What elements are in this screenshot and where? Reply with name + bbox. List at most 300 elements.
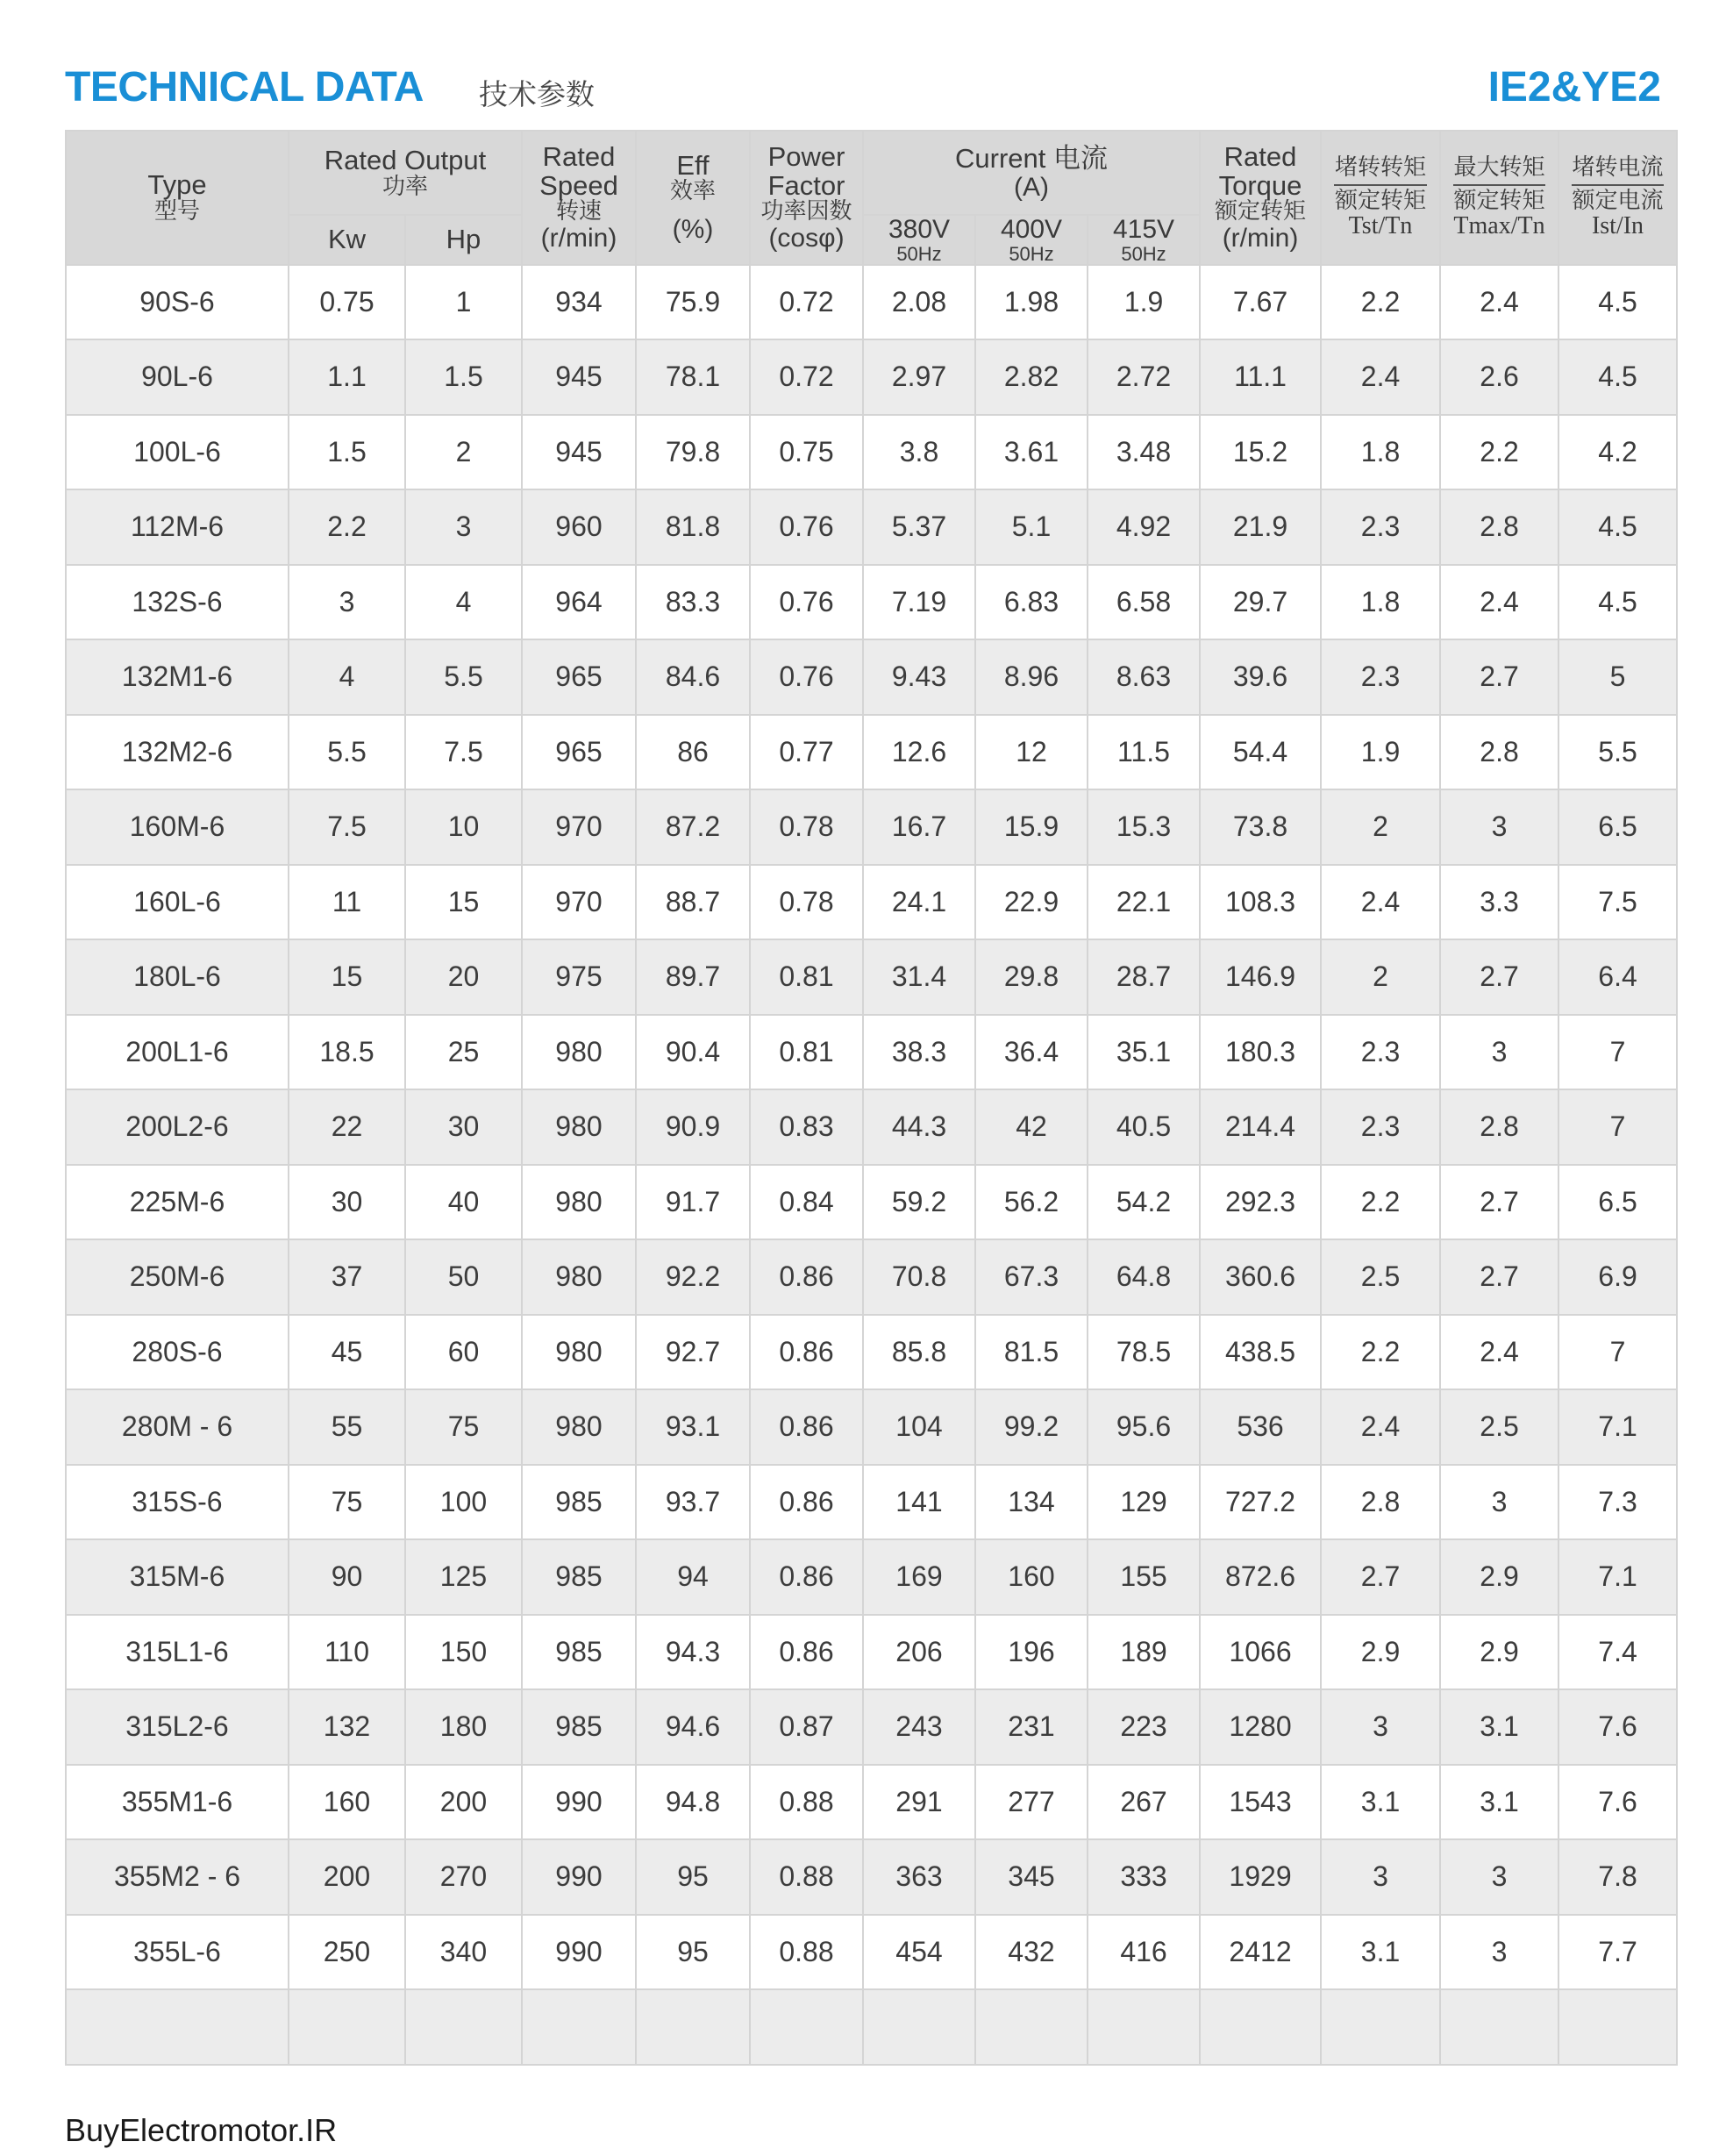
cell-type: 315M-6 bbox=[66, 1539, 289, 1615]
cell-current-415v: 78.5 bbox=[1088, 1315, 1200, 1390]
cell-current-415v: 40.5 bbox=[1088, 1089, 1200, 1165]
cell-type: 112M-6 bbox=[66, 489, 289, 565]
cell-current-380v: 104 bbox=[863, 1389, 975, 1465]
cell-rated-speed: 980 bbox=[522, 1015, 636, 1090]
cell-kw: 45 bbox=[289, 1315, 405, 1390]
cell-rated-torque: 29.7 bbox=[1200, 565, 1321, 640]
cell-rated-speed: 985 bbox=[522, 1615, 636, 1690]
cell-tmax-tn: 3.1 bbox=[1440, 1689, 1558, 1765]
col-rated-speed-label-1: Rated bbox=[542, 141, 616, 173]
cell-current-380v: 2.08 bbox=[863, 265, 975, 340]
cell-ist-in: 4.5 bbox=[1558, 565, 1677, 640]
col-eff-unit: (%) bbox=[672, 215, 714, 245]
cell-hp: 125 bbox=[405, 1539, 522, 1615]
cell-type: 132M1-6 bbox=[66, 639, 289, 715]
cell-kw: 200 bbox=[289, 1839, 405, 1915]
cell-kw: 30 bbox=[289, 1165, 405, 1240]
cell-current-380v: 85.8 bbox=[863, 1315, 975, 1390]
cell-rated-speed: 985 bbox=[522, 1689, 636, 1765]
technical-data-table bbox=[65, 130, 1678, 2066]
table-row bbox=[66, 1689, 1677, 1765]
cell-type: 280M - 6 bbox=[66, 1389, 289, 1465]
cell-hp: 270 bbox=[405, 1839, 522, 1915]
cell-rated-torque: 360.6 bbox=[1200, 1239, 1321, 1315]
cell-empty bbox=[405, 1989, 522, 2065]
cell-current-415v: 8.63 bbox=[1088, 639, 1200, 715]
cell-rated-torque: 727.2 bbox=[1200, 1465, 1321, 1540]
cell-rated-torque: 108.3 bbox=[1200, 865, 1321, 940]
col-kw bbox=[289, 215, 405, 265]
cell-hp: 100 bbox=[405, 1465, 522, 1540]
cell-tst-tn: 2.8 bbox=[1321, 1465, 1440, 1540]
cell-tst-tn: 2.3 bbox=[1321, 1015, 1440, 1090]
cell-eff: 87.2 bbox=[636, 789, 750, 865]
cell-current-380v: 24.1 bbox=[863, 865, 975, 940]
cell-hp: 1.5 bbox=[405, 339, 522, 415]
col-415v-hz: 50Hz bbox=[1121, 242, 1166, 265]
cell-ist-in: 7.6 bbox=[1558, 1689, 1677, 1765]
cell-power-factor: 0.86 bbox=[750, 1315, 863, 1390]
cell-rated-speed: 975 bbox=[522, 939, 636, 1015]
cell-current-380v: 206 bbox=[863, 1615, 975, 1690]
cell-power-factor: 0.86 bbox=[750, 1465, 863, 1540]
cell-tst-tn: 3.1 bbox=[1321, 1915, 1440, 1990]
cell-tmax-tn: 2.7 bbox=[1440, 1239, 1558, 1315]
cell-rated-torque: 54.4 bbox=[1200, 715, 1321, 790]
table-row bbox=[66, 1015, 1677, 1090]
cell-type: 355M2 - 6 bbox=[66, 1839, 289, 1915]
cell-hp: 50 bbox=[405, 1239, 522, 1315]
cell-kw: 18.5 bbox=[289, 1015, 405, 1090]
cell-tmax-tn: 2.8 bbox=[1440, 1089, 1558, 1165]
cell-tst-tn: 2.5 bbox=[1321, 1239, 1440, 1315]
cell-hp: 20 bbox=[405, 939, 522, 1015]
cell-tst-tn: 1.8 bbox=[1321, 565, 1440, 640]
col-eff-label: Eff bbox=[676, 149, 710, 181]
cell-power-factor: 0.72 bbox=[750, 265, 863, 340]
cell-hp: 10 bbox=[405, 789, 522, 865]
cell-kw: 110 bbox=[289, 1615, 405, 1690]
cell-rated-speed: 965 bbox=[522, 715, 636, 790]
cell-rated-torque: 1066 bbox=[1200, 1615, 1321, 1690]
cell-rated-speed: 970 bbox=[522, 789, 636, 865]
col-tst-label-bot: 额定转矩 bbox=[1334, 184, 1427, 213]
cell-current-380v: 12.6 bbox=[863, 715, 975, 790]
cell-current-415v: 28.7 bbox=[1088, 939, 1200, 1015]
col-eff bbox=[636, 131, 750, 265]
cell-kw: 2.2 bbox=[289, 489, 405, 565]
cell-eff: 88.7 bbox=[636, 865, 750, 940]
col-rated-output-label: Rated Output bbox=[324, 145, 487, 176]
cell-tst-tn: 2.4 bbox=[1321, 1389, 1440, 1465]
cell-current-380v: 5.37 bbox=[863, 489, 975, 565]
cell-current-415v: 6.58 bbox=[1088, 565, 1200, 640]
cell-eff: 94.3 bbox=[636, 1615, 750, 1690]
cell-eff: 92.7 bbox=[636, 1315, 750, 1390]
cell-hp: 7.5 bbox=[405, 715, 522, 790]
cell-current-400v: 6.83 bbox=[975, 565, 1088, 640]
cell-ist-in: 7 bbox=[1558, 1315, 1677, 1390]
cell-current-380v: 59.2 bbox=[863, 1165, 975, 1240]
cell-power-factor: 0.84 bbox=[750, 1165, 863, 1240]
col-type-label-cn: 型号 bbox=[153, 197, 200, 225]
cell-eff: 95 bbox=[636, 1839, 750, 1915]
cell-current-400v: 1.98 bbox=[975, 265, 1088, 340]
col-hp bbox=[405, 215, 522, 265]
cell-eff: 93.1 bbox=[636, 1389, 750, 1465]
cell-tmax-tn: 3 bbox=[1440, 1015, 1558, 1090]
cell-current-380v: 9.43 bbox=[863, 639, 975, 715]
cell-power-factor: 0.76 bbox=[750, 489, 863, 565]
cell-tst-tn: 3.1 bbox=[1321, 1765, 1440, 1840]
cell-type: 160L-6 bbox=[66, 865, 289, 940]
series-code: IE2&YE2 bbox=[1487, 64, 1661, 111]
cell-current-415v: 11.5 bbox=[1088, 715, 1200, 790]
cell-power-factor: 0.83 bbox=[750, 1089, 863, 1165]
col-tmax-ratio: Tmax/Tn bbox=[1453, 211, 1545, 239]
cell-power-factor: 0.88 bbox=[750, 1915, 863, 1990]
col-rated-speed bbox=[522, 131, 636, 265]
table-row bbox=[66, 939, 1677, 1015]
cell-kw: 1.5 bbox=[289, 415, 405, 490]
col-tst-label-top: 堵转转矩 bbox=[1335, 154, 1427, 182]
cell-current-380v: 141 bbox=[863, 1465, 975, 1540]
cell-ist-in: 4.5 bbox=[1558, 489, 1677, 565]
cell-eff: 84.6 bbox=[636, 639, 750, 715]
cell-current-415v: 2.72 bbox=[1088, 339, 1200, 415]
cell-rated-speed: 980 bbox=[522, 1165, 636, 1240]
table-row bbox=[66, 415, 1677, 490]
cell-rated-torque: 2412 bbox=[1200, 1915, 1321, 1990]
cell-hp: 30 bbox=[405, 1089, 522, 1165]
cell-hp: 40 bbox=[405, 1165, 522, 1240]
col-ist-label-top: 堵转电流 bbox=[1572, 154, 1664, 182]
cell-hp: 2 bbox=[405, 415, 522, 490]
cell-power-factor: 0.88 bbox=[750, 1765, 863, 1840]
cell-empty bbox=[1088, 1989, 1200, 2065]
cell-current-415v: 223 bbox=[1088, 1689, 1200, 1765]
cell-type: 315L2-6 bbox=[66, 1689, 289, 1765]
cell-type: 132M2-6 bbox=[66, 715, 289, 790]
cell-rated-speed: 964 bbox=[522, 565, 636, 640]
cell-empty bbox=[863, 1989, 975, 2065]
cell-kw: 15 bbox=[289, 939, 405, 1015]
cell-power-factor: 0.75 bbox=[750, 415, 863, 490]
table-row bbox=[66, 565, 1677, 640]
cell-rated-torque: 214.4 bbox=[1200, 1089, 1321, 1165]
cell-rated-speed: 980 bbox=[522, 1315, 636, 1390]
cell-kw: 4 bbox=[289, 639, 405, 715]
cell-hp: 60 bbox=[405, 1315, 522, 1390]
cell-eff: 75.9 bbox=[636, 265, 750, 340]
col-current-415v bbox=[1088, 215, 1200, 265]
cell-current-380v: 243 bbox=[863, 1689, 975, 1765]
cell-current-415v: 3.48 bbox=[1088, 415, 1200, 490]
cell-current-400v: 160 bbox=[975, 1539, 1088, 1615]
table-row bbox=[66, 1239, 1677, 1315]
cell-tmax-tn: 3 bbox=[1440, 1465, 1558, 1540]
table-row bbox=[66, 639, 1677, 715]
cell-hp: 180 bbox=[405, 1689, 522, 1765]
cell-current-400v: 15.9 bbox=[975, 789, 1088, 865]
cell-eff: 89.7 bbox=[636, 939, 750, 1015]
cell-tst-tn: 2.2 bbox=[1321, 1315, 1440, 1390]
cell-tmax-tn: 3 bbox=[1440, 1915, 1558, 1990]
cell-current-380v: 7.19 bbox=[863, 565, 975, 640]
cell-tmax-tn: 3 bbox=[1440, 1839, 1558, 1915]
cell-current-400v: 99.2 bbox=[975, 1389, 1088, 1465]
cell-tmax-tn: 2.7 bbox=[1440, 1165, 1558, 1240]
col-400v-hz: 50Hz bbox=[1009, 242, 1054, 265]
cell-ist-in: 7 bbox=[1558, 1089, 1677, 1165]
table-row bbox=[66, 1615, 1677, 1690]
cell-current-415v: 1.9 bbox=[1088, 265, 1200, 340]
cell-type: 315L1-6 bbox=[66, 1615, 289, 1690]
cell-tmax-tn: 3 bbox=[1440, 789, 1558, 865]
cell-current-380v: 44.3 bbox=[863, 1089, 975, 1165]
cell-current-400v: 5.1 bbox=[975, 489, 1088, 565]
cell-tst-tn: 2.2 bbox=[1321, 265, 1440, 340]
cell-eff: 90.9 bbox=[636, 1089, 750, 1165]
cell-tst-tn: 1.9 bbox=[1321, 715, 1440, 790]
cell-ist-in: 7.7 bbox=[1558, 1915, 1677, 1990]
cell-type: 160M-6 bbox=[66, 789, 289, 865]
cell-kw: 55 bbox=[289, 1389, 405, 1465]
cell-rated-torque: 1543 bbox=[1200, 1765, 1321, 1840]
cell-current-415v: 129 bbox=[1088, 1465, 1200, 1540]
cell-eff: 81.8 bbox=[636, 489, 750, 565]
cell-tmax-tn: 2.4 bbox=[1440, 1315, 1558, 1390]
cell-kw: 160 bbox=[289, 1765, 405, 1840]
cell-rated-speed: 990 bbox=[522, 1915, 636, 1990]
cell-rated-speed: 945 bbox=[522, 415, 636, 490]
col-tst-tn bbox=[1321, 131, 1440, 265]
cell-hp: 4 bbox=[405, 565, 522, 640]
cell-tst-tn: 2.4 bbox=[1321, 339, 1440, 415]
cell-hp: 3 bbox=[405, 489, 522, 565]
cell-current-400v: 36.4 bbox=[975, 1015, 1088, 1090]
cell-kw: 1.1 bbox=[289, 339, 405, 415]
table-row bbox=[66, 1539, 1677, 1615]
cell-eff: 93.7 bbox=[636, 1465, 750, 1540]
cell-tmax-tn: 3.1 bbox=[1440, 1765, 1558, 1840]
table-row-empty bbox=[66, 1989, 1677, 2065]
cell-current-380v: 454 bbox=[863, 1915, 975, 1990]
cell-rated-speed: 970 bbox=[522, 865, 636, 940]
cell-type: 90L-6 bbox=[66, 339, 289, 415]
cell-tmax-tn: 2.5 bbox=[1440, 1389, 1558, 1465]
cell-ist-in: 6.9 bbox=[1558, 1239, 1677, 1315]
cell-empty bbox=[750, 1989, 863, 2065]
cell-power-factor: 0.78 bbox=[750, 789, 863, 865]
cell-power-factor: 0.86 bbox=[750, 1239, 863, 1315]
cell-ist-in: 7 bbox=[1558, 1015, 1677, 1090]
cell-current-400v: 231 bbox=[975, 1689, 1088, 1765]
cell-eff: 90.4 bbox=[636, 1015, 750, 1090]
cell-empty bbox=[975, 1989, 1088, 2065]
col-rated-speed-unit: (r/min) bbox=[540, 223, 617, 253]
cell-current-400v: 81.5 bbox=[975, 1315, 1088, 1390]
cell-rated-torque: 292.3 bbox=[1200, 1165, 1321, 1240]
col-power-factor bbox=[750, 131, 863, 265]
cell-kw: 75 bbox=[289, 1465, 405, 1540]
col-ist-in bbox=[1558, 131, 1677, 265]
cell-tmax-tn: 2.8 bbox=[1440, 489, 1558, 565]
cell-tst-tn: 2 bbox=[1321, 939, 1440, 1015]
cell-hp: 150 bbox=[405, 1615, 522, 1690]
cell-eff: 91.7 bbox=[636, 1165, 750, 1240]
cell-rated-speed: 985 bbox=[522, 1539, 636, 1615]
cell-rated-speed: 990 bbox=[522, 1765, 636, 1840]
cell-ist-in: 7.4 bbox=[1558, 1615, 1677, 1690]
cell-tmax-tn: 2.7 bbox=[1440, 939, 1558, 1015]
cell-ist-in: 4.5 bbox=[1558, 339, 1677, 415]
cell-type: 250M-6 bbox=[66, 1239, 289, 1315]
cell-type: 100L-6 bbox=[66, 415, 289, 490]
cell-tmax-tn: 2.4 bbox=[1440, 565, 1558, 640]
cell-current-380v: 169 bbox=[863, 1539, 975, 1615]
cell-eff: 94 bbox=[636, 1539, 750, 1615]
col-pf-label-2: Factor bbox=[767, 169, 845, 201]
col-tst-ratio: Tst/Tn bbox=[1348, 211, 1413, 239]
footer-website: BuyElectromotor.IR bbox=[65, 2112, 338, 2148]
cell-tst-tn: 3 bbox=[1321, 1839, 1440, 1915]
cell-current-415v: 333 bbox=[1088, 1839, 1200, 1915]
cell-kw: 7.5 bbox=[289, 789, 405, 865]
table-row bbox=[66, 265, 1677, 340]
cell-current-400v: 277 bbox=[975, 1765, 1088, 1840]
cell-ist-in: 7.6 bbox=[1558, 1765, 1677, 1840]
cell-current-415v: 155 bbox=[1088, 1539, 1200, 1615]
cell-rated-speed: 980 bbox=[522, 1389, 636, 1465]
cell-power-factor: 0.76 bbox=[750, 639, 863, 715]
cell-empty bbox=[1321, 1989, 1440, 2065]
table-row bbox=[66, 1089, 1677, 1165]
cell-power-factor: 0.86 bbox=[750, 1615, 863, 1690]
cell-power-factor: 0.81 bbox=[750, 939, 863, 1015]
cell-empty bbox=[1558, 1989, 1677, 2065]
cell-tmax-tn: 2.9 bbox=[1440, 1539, 1558, 1615]
cell-eff: 95 bbox=[636, 1915, 750, 1990]
col-tmax-label-bot: 额定转矩 bbox=[1453, 184, 1545, 213]
col-hp-label: Hp bbox=[446, 224, 481, 255]
cell-current-400v: 22.9 bbox=[975, 865, 1088, 940]
cell-hp: 5.5 bbox=[405, 639, 522, 715]
col-400v-label: 400V bbox=[1000, 215, 1063, 244]
cell-current-415v: 95.6 bbox=[1088, 1389, 1200, 1465]
cell-current-400v: 67.3 bbox=[975, 1239, 1088, 1315]
cell-current-400v: 432 bbox=[975, 1915, 1088, 1990]
cell-power-factor: 0.86 bbox=[750, 1389, 863, 1465]
cell-power-factor: 0.77 bbox=[750, 715, 863, 790]
table-row bbox=[66, 1915, 1677, 1990]
cell-rated-torque: 146.9 bbox=[1200, 939, 1321, 1015]
col-eff-label-cn: 效率 bbox=[669, 178, 716, 205]
cell-rated-torque: 536 bbox=[1200, 1389, 1321, 1465]
col-current-label: Current 电流 bbox=[955, 142, 1108, 174]
cell-tmax-tn: 2.6 bbox=[1440, 339, 1558, 415]
col-rated-torque bbox=[1200, 131, 1321, 265]
cell-type: 315S-6 bbox=[66, 1465, 289, 1540]
cell-current-415v: 189 bbox=[1088, 1615, 1200, 1690]
cell-empty bbox=[66, 1989, 289, 2065]
cell-power-factor: 0.81 bbox=[750, 1015, 863, 1090]
cell-ist-in: 7.5 bbox=[1558, 865, 1677, 940]
col-rated-speed-label-2: Speed bbox=[539, 169, 618, 201]
cell-tmax-tn: 2.4 bbox=[1440, 265, 1558, 340]
cell-type: 132S-6 bbox=[66, 565, 289, 640]
cell-eff: 83.3 bbox=[636, 565, 750, 640]
col-torque-label-2: Torque bbox=[1218, 169, 1302, 201]
cell-ist-in: 7.8 bbox=[1558, 1839, 1677, 1915]
table-header bbox=[66, 131, 1677, 265]
cell-current-400v: 29.8 bbox=[975, 939, 1088, 1015]
cell-current-400v: 12 bbox=[975, 715, 1088, 790]
cell-hp: 340 bbox=[405, 1915, 522, 1990]
cell-type: 200L2-6 bbox=[66, 1089, 289, 1165]
table-row bbox=[66, 489, 1677, 565]
col-rated-output-label-cn: 功率 bbox=[382, 173, 428, 200]
cell-tst-tn: 3 bbox=[1321, 1689, 1440, 1765]
cell-kw: 3 bbox=[289, 565, 405, 640]
cell-eff: 94.8 bbox=[636, 1765, 750, 1840]
cell-tst-tn: 2.3 bbox=[1321, 1089, 1440, 1165]
cell-empty bbox=[522, 1989, 636, 2065]
table-row bbox=[66, 1465, 1677, 1540]
table-row bbox=[66, 865, 1677, 940]
cell-rated-torque: 73.8 bbox=[1200, 789, 1321, 865]
cell-tst-tn: 2.3 bbox=[1321, 489, 1440, 565]
page-header bbox=[65, 58, 1661, 119]
col-380v-hz: 50Hz bbox=[896, 242, 942, 265]
col-415v-label: 415V bbox=[1112, 215, 1175, 244]
col-kw-label: Kw bbox=[327, 224, 367, 255]
cell-current-415v: 22.1 bbox=[1088, 865, 1200, 940]
cell-hp: 75 bbox=[405, 1389, 522, 1465]
cell-ist-in: 5 bbox=[1558, 639, 1677, 715]
col-pf-unit: (cosφ) bbox=[768, 223, 845, 253]
cell-current-380v: 16.7 bbox=[863, 789, 975, 865]
table-row bbox=[66, 715, 1677, 790]
cell-current-415v: 64.8 bbox=[1088, 1239, 1200, 1315]
cell-rated-speed: 934 bbox=[522, 265, 636, 340]
col-current-unit: (A) bbox=[1014, 172, 1049, 202]
cell-current-400v: 8.96 bbox=[975, 639, 1088, 715]
cell-current-400v: 134 bbox=[975, 1465, 1088, 1540]
col-tmax-label-top: 最大转矩 bbox=[1453, 154, 1545, 182]
cell-current-415v: 35.1 bbox=[1088, 1015, 1200, 1090]
cell-current-400v: 56.2 bbox=[975, 1165, 1088, 1240]
cell-current-380v: 31.4 bbox=[863, 939, 975, 1015]
cell-rated-torque: 7.67 bbox=[1200, 265, 1321, 340]
cell-current-415v: 4.92 bbox=[1088, 489, 1200, 565]
table-row bbox=[66, 1389, 1677, 1465]
cell-ist-in: 7.1 bbox=[1558, 1389, 1677, 1465]
cell-tmax-tn: 2.9 bbox=[1440, 1615, 1558, 1690]
table-row bbox=[66, 789, 1677, 865]
cell-current-415v: 15.3 bbox=[1088, 789, 1200, 865]
cell-current-380v: 38.3 bbox=[863, 1015, 975, 1090]
cell-eff: 94.6 bbox=[636, 1689, 750, 1765]
cell-type: 180L-6 bbox=[66, 939, 289, 1015]
cell-rated-torque: 21.9 bbox=[1200, 489, 1321, 565]
cell-ist-in: 5.5 bbox=[1558, 715, 1677, 790]
cell-ist-in: 7.3 bbox=[1558, 1465, 1677, 1540]
table-body bbox=[66, 265, 1677, 2065]
cell-power-factor: 0.87 bbox=[750, 1689, 863, 1765]
col-type-label: Type bbox=[147, 169, 207, 201]
cell-type: 355L-6 bbox=[66, 1915, 289, 1990]
